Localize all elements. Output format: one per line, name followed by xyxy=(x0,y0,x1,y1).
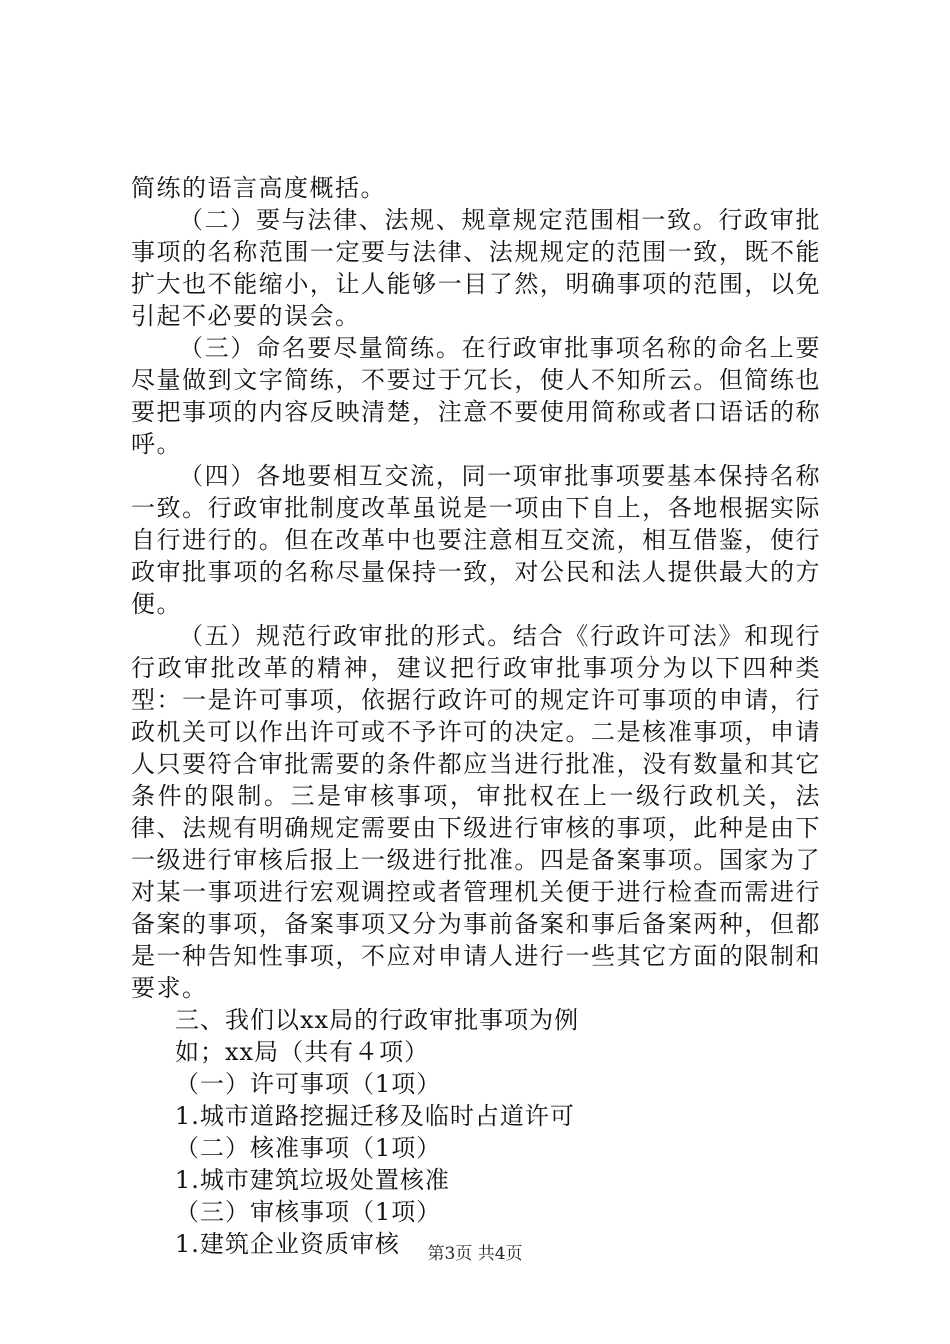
paragraph-standardize-form: （五）规范行政审批的形式。结合《行政许可法》和现行行政审批改革的精神，建议把行政审批事项分为以下四种类型：一是许可事项，依据行政许可的规定许可事项的申请，行政机关可以作出许可或不予许可的决定。二是核准事项，申请人只要符合审批需要的条件都应当进行批准，没有数量和其它条件的限制。三是审核事项，审批权在上一级行政机关，法律、法规有明确规定需要由下级进行审核的事项，此种是由下一级进行审核后报上一级进行批准。四是备案事项。国家为了对某一事项进行宏观调控或者管理机关便于进行检查而需进行备案的事项，备案事项又分为事前备案和事后备案两种，但都是一种告知性事项，不应对申请人进行一些其它方面的限制和要求。 xyxy=(131,622,821,1002)
list-line-approval-item: 1.城市建筑垃圾处置核准 xyxy=(175,1166,450,1194)
list-line-review-item: 1.建筑企业资质审核 xyxy=(175,1230,400,1258)
list-line-review-heading: （三）审核事项（1项） xyxy=(175,1198,442,1226)
page-footer: 第3页 共4页 xyxy=(427,1244,523,1264)
paragraph-mutual-exchange: （四）各地要相互交流，同一项审批事项要基本保持名称一致。行政审批制度改革虽说是一项由下自上，各地根据实际自行进行的。但在改革中也要注意相互交流，相互借鉴，使行政审批事项的名称尽量保持一致，对公民和法人提供最大的方便。 xyxy=(131,462,821,618)
document-body xyxy=(131,172,821,1260)
list-line-permit-item: 1.城市道路挖掘迁移及临时占道许可 xyxy=(175,1102,575,1130)
list-line-approval-heading: （二）核准事项（1项） xyxy=(175,1134,442,1162)
paragraph-scope-consistency: （二）要与法律、法规、规章规定范围相一致。行政审批事项的名称范围一定要与法律、法规规定的范围一致，既不能扩大也不能缩小，让人能够一目了然，明确事项的范围，以免引起不必要的误会。 xyxy=(131,206,821,330)
paragraph-continuation: 简练的语言高度概括。 xyxy=(131,174,386,202)
list-line-total: 如；xx局（共有４项） xyxy=(175,1038,430,1066)
section-heading-example: 三、我们以xx局的行政审批事项为例 xyxy=(175,1006,580,1034)
paragraph-concise-naming: （三）命名要尽量简练。在行政审批事项名称的命名上要尽量做到文字简练，不要过于冗长，使人不知所云。但简练也要把事项的内容反映清楚，注意不要使用简称或者口语话的称呼。 xyxy=(131,334,821,458)
list-line-permit-heading: （一）许可事项（1项） xyxy=(175,1070,442,1098)
